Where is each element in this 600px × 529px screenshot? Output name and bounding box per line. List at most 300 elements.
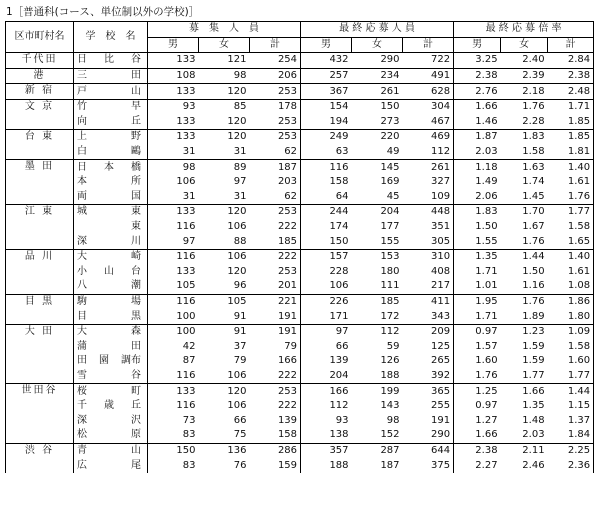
school-name: 大 崎 bbox=[74, 249, 148, 264]
cell-recruit-female: 37 bbox=[233, 340, 247, 352]
cell-applicant-total: 112 bbox=[430, 146, 451, 158]
cell-ratio-female: 1.48 bbox=[522, 414, 545, 426]
table-row bbox=[6, 205, 594, 220]
cell-applicant-total: 448 bbox=[403, 205, 454, 220]
ward-name: 目 黒 bbox=[6, 294, 74, 324]
cell-ratio-total: 1.80 bbox=[548, 309, 594, 324]
cell-applicant-total: 209 bbox=[403, 324, 454, 339]
ward-name: 港 bbox=[6, 68, 74, 84]
cell-ratio-total: 1.76 bbox=[548, 190, 594, 205]
cell-recruit-male: 133 bbox=[148, 265, 199, 280]
table-row bbox=[6, 265, 594, 280]
cell-applicant-male: 257 bbox=[301, 68, 352, 84]
cell-recruit-male: 31 bbox=[148, 145, 199, 160]
cell-ratio-total: 2.38 bbox=[548, 68, 594, 84]
cell-applicant-male: 116 bbox=[301, 160, 352, 175]
header-final-ratio: 最 終 応 募 倍 率 bbox=[454, 22, 594, 38]
cell-ratio-female: 2.18 bbox=[501, 84, 548, 100]
cell-applicant-female: 204 bbox=[352, 205, 403, 220]
cell-applicant-female: 45 bbox=[386, 190, 400, 202]
header-ward: 区市町村名 bbox=[6, 22, 74, 53]
cell-ratio-female: 1.76 bbox=[522, 235, 545, 247]
cell-applicant-male: 63 bbox=[301, 145, 352, 160]
cell-applicant-total: 628 bbox=[403, 84, 454, 100]
cell-applicant-female: 49 bbox=[386, 146, 400, 158]
cell-ratio-male: 1.87 bbox=[454, 130, 501, 145]
cell-applicant-total: 125 bbox=[430, 340, 451, 352]
table-body bbox=[6, 53, 594, 473]
cell-recruit-female: 76 bbox=[233, 459, 247, 471]
cell-recruit-female: 98 bbox=[199, 68, 250, 84]
school-name: 広 尾 bbox=[74, 458, 148, 473]
cell-ratio-total: 1.40 bbox=[548, 249, 594, 264]
cell-recruit-male: 133 bbox=[148, 84, 199, 100]
table-row bbox=[6, 190, 594, 205]
cell-recruit-total: 178 bbox=[250, 99, 301, 114]
table-row bbox=[6, 354, 594, 369]
cell-applicant-female: 143 bbox=[380, 400, 400, 412]
table-row bbox=[6, 399, 594, 414]
cell-ratio-male: 2.38 bbox=[454, 443, 501, 458]
cell-applicant-female: 199 bbox=[352, 384, 403, 399]
cell-applicant-female: 220 bbox=[352, 130, 403, 145]
cell-ratio-female: 2.11 bbox=[501, 443, 548, 458]
cell-applicant-male: 157 bbox=[301, 249, 352, 264]
cell-applicant-male: 158 bbox=[301, 175, 352, 190]
cell-recruit-female: 97 bbox=[233, 176, 247, 188]
cell-ratio-total: 1.58 bbox=[548, 220, 594, 235]
cell-recruit-female: 120 bbox=[199, 205, 250, 220]
cell-ratio-female: 1.50 bbox=[522, 265, 545, 277]
cell-ratio-male: 3.25 bbox=[454, 53, 501, 69]
school-name: 目 黒 bbox=[74, 309, 148, 324]
cell-recruit-female: 136 bbox=[199, 443, 250, 458]
cell-recruit-total: 222 bbox=[277, 369, 298, 381]
cell-recruit-male: 133 bbox=[148, 115, 199, 130]
cell-recruit-female: 120 bbox=[227, 115, 247, 127]
table-row bbox=[6, 428, 594, 443]
cell-ratio-male: 2.06 bbox=[454, 190, 501, 205]
cell-applicant-female: 59 bbox=[386, 340, 400, 352]
cell-recruit-female: 120 bbox=[199, 84, 250, 100]
table-row bbox=[6, 413, 594, 428]
cell-applicant-total: 467 bbox=[430, 115, 451, 127]
cell-recruit-total: 139 bbox=[277, 414, 298, 426]
cell-recruit-total: 187 bbox=[250, 160, 301, 175]
cell-applicant-total: 255 bbox=[430, 400, 451, 412]
ward-name: 台 東 bbox=[6, 130, 74, 160]
ward-name: 千代田 bbox=[6, 53, 74, 69]
cell-ratio-female: 1.67 bbox=[522, 221, 545, 233]
cell-ratio-male: 1.60 bbox=[454, 354, 501, 369]
cell-recruit-female: 106 bbox=[199, 249, 250, 264]
cell-ratio-male: 2.27 bbox=[454, 458, 501, 473]
cell-applicant-male: 112 bbox=[301, 399, 352, 414]
cell-applicant-female: 169 bbox=[380, 176, 400, 188]
cell-ratio-male: 1.71 bbox=[454, 309, 501, 324]
cell-applicant-female: 155 bbox=[380, 235, 400, 247]
table-row bbox=[6, 309, 594, 324]
school-name: 駒 場 bbox=[74, 294, 148, 309]
cell-ratio-total: 1.85 bbox=[548, 115, 594, 130]
cell-recruit-male: 105 bbox=[148, 279, 199, 294]
table-row bbox=[6, 294, 594, 309]
school-name: 日 本 橋 bbox=[74, 160, 148, 175]
cell-ratio-female: 1.58 bbox=[522, 146, 545, 158]
cell-recruit-total: 253 bbox=[250, 84, 301, 100]
school-name: 東 bbox=[74, 220, 148, 235]
cell-recruit-male: 93 bbox=[148, 99, 199, 114]
school-name: 八 潮 bbox=[74, 279, 148, 294]
cell-recruit-male: 83 bbox=[148, 428, 199, 443]
cell-recruit-female: 85 bbox=[199, 99, 250, 114]
cell-applicant-male: 166 bbox=[301, 384, 352, 399]
cell-applicant-total: 644 bbox=[403, 443, 454, 458]
cell-ratio-female: 1.89 bbox=[522, 310, 545, 322]
table-row bbox=[6, 384, 594, 399]
cell-recruit-female: 96 bbox=[233, 280, 247, 292]
cell-recruit-female: 105 bbox=[199, 294, 250, 309]
cell-applicant-male: 150 bbox=[301, 234, 352, 249]
cell-applicant-total: 191 bbox=[430, 414, 451, 426]
table-row bbox=[6, 130, 594, 145]
cell-applicant-female: 172 bbox=[380, 310, 400, 322]
cell-ratio-female: 2.39 bbox=[501, 68, 548, 84]
cell-recruit-total: 185 bbox=[277, 235, 298, 247]
cell-ratio-male: 0.97 bbox=[454, 324, 501, 339]
cell-recruit-male: 116 bbox=[148, 294, 199, 309]
cell-ratio-male: 1.49 bbox=[454, 175, 501, 190]
table-row bbox=[6, 369, 594, 384]
cell-ratio-female: 2.46 bbox=[522, 459, 545, 471]
cell-recruit-male: 133 bbox=[148, 53, 199, 69]
table-row bbox=[6, 115, 594, 130]
cell-ratio-male: 2.38 bbox=[454, 68, 501, 84]
school-name: 蒲 田 bbox=[74, 339, 148, 354]
school-name: 雪 谷 bbox=[74, 369, 148, 384]
table-row bbox=[6, 339, 594, 354]
cell-applicant-total: 217 bbox=[430, 280, 451, 292]
school-name: 上 野 bbox=[74, 130, 148, 145]
ward-name: 新 宿 bbox=[6, 84, 74, 100]
cell-applicant-female: 98 bbox=[386, 414, 400, 426]
cell-ratio-male: 1.01 bbox=[454, 279, 501, 294]
table-row bbox=[6, 324, 594, 339]
cell-recruit-female: 31 bbox=[233, 146, 247, 158]
cell-applicant-female: 273 bbox=[380, 115, 400, 127]
cell-recruit-male: 108 bbox=[148, 68, 199, 84]
cell-recruit-female: 120 bbox=[227, 265, 247, 277]
cell-ratio-male: 1.66 bbox=[454, 99, 501, 114]
cell-recruit-female: 91 bbox=[199, 324, 250, 339]
school-name: 桜 町 bbox=[74, 384, 148, 399]
cell-applicant-male: 188 bbox=[301, 458, 352, 473]
cell-ratio-total: 1.81 bbox=[548, 145, 594, 160]
cell-recruit-female: 121 bbox=[227, 54, 247, 66]
cell-applicant-male: 171 bbox=[301, 309, 352, 324]
cell-recruit-female: 91 bbox=[233, 310, 247, 322]
cell-applicant-female: 188 bbox=[380, 369, 400, 381]
admissions-table bbox=[5, 21, 594, 473]
cell-applicant-female: 187 bbox=[380, 459, 400, 471]
cell-ratio-female: 1.74 bbox=[522, 176, 545, 188]
header-male: 男 bbox=[454, 37, 501, 53]
cell-applicant-male: 106 bbox=[301, 279, 352, 294]
school-name: 千 歳 丘 bbox=[74, 399, 148, 414]
cell-ratio-female: 1.77 bbox=[522, 369, 545, 381]
cell-ratio-total: 1.60 bbox=[548, 354, 594, 369]
cell-applicant-total: 365 bbox=[403, 384, 454, 399]
cell-ratio-male: 1.25 bbox=[454, 384, 501, 399]
ward-name: 渋 谷 bbox=[6, 443, 74, 473]
cell-ratio-male: 1.55 bbox=[454, 234, 501, 249]
table-row bbox=[6, 249, 594, 264]
cell-applicant-male: 138 bbox=[301, 428, 352, 443]
cell-ratio-total: 1.85 bbox=[548, 130, 594, 145]
cell-ratio-male: 2.76 bbox=[454, 84, 501, 100]
cell-recruit-total: 159 bbox=[277, 459, 298, 471]
cell-ratio-total: 1.77 bbox=[548, 205, 594, 220]
header-recruitment: 募 集 人 員 bbox=[148, 22, 301, 38]
header-female: 女 bbox=[501, 37, 548, 53]
cell-ratio-female: 1.23 bbox=[501, 324, 548, 339]
cell-recruit-male: 133 bbox=[148, 205, 199, 220]
cell-recruit-male: 106 bbox=[148, 175, 199, 190]
cell-recruit-total: 79 bbox=[284, 340, 298, 352]
cell-applicant-male: 244 bbox=[301, 205, 352, 220]
cell-recruit-total: 222 bbox=[277, 400, 298, 412]
cell-recruit-female: 75 bbox=[233, 429, 247, 441]
cell-ratio-total: 1.86 bbox=[548, 294, 594, 309]
cell-recruit-male: 116 bbox=[148, 249, 199, 264]
cell-recruit-total: 254 bbox=[277, 54, 298, 66]
header-male: 男 bbox=[148, 37, 199, 53]
cell-ratio-female: 1.66 bbox=[501, 384, 548, 399]
school-name: 深 川 bbox=[74, 234, 148, 249]
table-row bbox=[6, 220, 594, 235]
cell-applicant-male: 367 bbox=[301, 84, 352, 100]
cell-recruit-total: 253 bbox=[250, 130, 301, 145]
table-row bbox=[6, 279, 594, 294]
cell-ratio-female: 1.70 bbox=[501, 205, 548, 220]
cell-recruit-total: 253 bbox=[277, 115, 298, 127]
cell-ratio-male: 2.03 bbox=[454, 145, 501, 160]
cell-ratio-total: 1.77 bbox=[548, 369, 594, 384]
cell-recruit-male: 150 bbox=[148, 443, 199, 458]
cell-applicant-female: 152 bbox=[380, 429, 400, 441]
school-name: 両 国 bbox=[74, 190, 148, 205]
table-row bbox=[6, 99, 594, 114]
cell-ratio-female: 2.40 bbox=[522, 54, 545, 66]
cell-applicant-total: 408 bbox=[430, 265, 451, 277]
cell-ratio-female: 1.35 bbox=[522, 400, 545, 412]
cell-ratio-male: 1.57 bbox=[454, 339, 501, 354]
cell-applicant-total: 109 bbox=[430, 190, 451, 202]
cell-ratio-male: 1.27 bbox=[454, 413, 501, 428]
cell-applicant-total: 310 bbox=[403, 249, 454, 264]
school-name: 小 山 台 bbox=[74, 265, 148, 280]
school-name: 三 田 bbox=[74, 68, 148, 84]
cell-applicant-male: 226 bbox=[301, 294, 352, 309]
cell-ratio-female: 1.83 bbox=[501, 130, 548, 145]
cell-applicant-male: 357 bbox=[301, 443, 352, 458]
ward-name: 世田谷 bbox=[6, 384, 74, 443]
cell-applicant-male: 249 bbox=[301, 130, 352, 145]
cell-recruit-male: 97 bbox=[148, 234, 199, 249]
cell-recruit-total: 222 bbox=[250, 249, 301, 264]
school-name: 本 所 bbox=[74, 175, 148, 190]
table-row bbox=[6, 68, 594, 84]
header-school: 学 校 名 bbox=[74, 22, 148, 53]
header-final-applicants: 最 終 応 募 人 員 bbox=[301, 22, 454, 38]
table-row bbox=[6, 145, 594, 160]
table-row bbox=[6, 160, 594, 175]
cell-applicant-total: 290 bbox=[430, 429, 451, 441]
cell-ratio-total: 1.15 bbox=[548, 399, 594, 414]
cell-applicant-male: 194 bbox=[301, 115, 352, 130]
page-title: 1［普通科(コース、単位制以外の学校)］ bbox=[6, 6, 200, 18]
cell-applicant-male: 204 bbox=[301, 369, 352, 384]
school-name: 竹 早 bbox=[74, 99, 148, 114]
cell-ratio-male: 1.76 bbox=[454, 369, 501, 384]
header-female: 女 bbox=[352, 37, 403, 53]
cell-applicant-male: 432 bbox=[301, 53, 352, 69]
cell-ratio-total: 1.84 bbox=[548, 428, 594, 443]
cell-ratio-male: 0.97 bbox=[454, 399, 501, 414]
cell-recruit-male: 98 bbox=[148, 160, 199, 175]
cell-applicant-female: 111 bbox=[380, 280, 400, 292]
cell-recruit-female: 79 bbox=[233, 355, 247, 367]
cell-ratio-total: 1.65 bbox=[548, 234, 594, 249]
cell-recruit-female: 89 bbox=[199, 160, 250, 175]
cell-recruit-female: 106 bbox=[227, 400, 247, 412]
cell-recruit-total: 191 bbox=[250, 324, 301, 339]
cell-applicant-female: 150 bbox=[352, 99, 403, 114]
header-male: 男 bbox=[301, 37, 352, 53]
cell-recruit-total: 286 bbox=[250, 443, 301, 458]
cell-ratio-total: 1.58 bbox=[548, 339, 594, 354]
cell-ratio-female: 2.03 bbox=[522, 429, 545, 441]
cell-applicant-total: 343 bbox=[430, 310, 451, 322]
cell-recruit-male: 73 bbox=[148, 413, 199, 428]
cell-applicant-male: 66 bbox=[301, 339, 352, 354]
cell-recruit-male: 100 bbox=[148, 324, 199, 339]
cell-ratio-total: 2.25 bbox=[548, 443, 594, 458]
cell-applicant-male: 97 bbox=[301, 324, 352, 339]
cell-applicant-male: 139 bbox=[301, 354, 352, 369]
cell-applicant-female: 261 bbox=[352, 84, 403, 100]
cell-recruit-total: 62 bbox=[284, 146, 298, 158]
school-name: 田 園 調布 bbox=[74, 354, 148, 369]
cell-ratio-female: 1.44 bbox=[501, 249, 548, 264]
ward-name: 品 川 bbox=[6, 249, 74, 294]
cell-applicant-female: 234 bbox=[352, 68, 403, 84]
cell-ratio-male: 1.95 bbox=[454, 294, 501, 309]
cell-recruit-female: 120 bbox=[199, 130, 250, 145]
cell-applicant-total: 304 bbox=[403, 99, 454, 114]
cell-recruit-male: 31 bbox=[148, 190, 199, 205]
cell-recruit-male: 116 bbox=[148, 220, 199, 235]
cell-applicant-female: 185 bbox=[352, 294, 403, 309]
cell-recruit-female: 31 bbox=[233, 190, 247, 202]
cell-recruit-female: 88 bbox=[233, 235, 247, 247]
cell-ratio-total: 2.48 bbox=[548, 84, 594, 100]
cell-recruit-total: 203 bbox=[277, 176, 298, 188]
cell-ratio-total: 1.71 bbox=[548, 99, 594, 114]
cell-ratio-total: 2.84 bbox=[548, 53, 594, 69]
cell-recruit-male: 42 bbox=[148, 339, 199, 354]
cell-applicant-female: 177 bbox=[380, 221, 400, 233]
cell-ratio-female: 1.59 bbox=[522, 355, 545, 367]
cell-ratio-male: 1.66 bbox=[454, 428, 501, 443]
cell-recruit-total: 201 bbox=[277, 280, 298, 292]
cell-ratio-total: 1.37 bbox=[548, 413, 594, 428]
cell-recruit-total: 253 bbox=[277, 265, 298, 277]
header-total: 計 bbox=[548, 37, 594, 53]
cell-recruit-male: 133 bbox=[148, 384, 199, 399]
cell-applicant-total: 722 bbox=[430, 54, 451, 66]
cell-ratio-total: 1.61 bbox=[548, 265, 594, 280]
table-row bbox=[6, 53, 594, 69]
cell-recruit-male: 116 bbox=[148, 399, 199, 414]
cell-recruit-total: 253 bbox=[250, 205, 301, 220]
cell-recruit-total: 206 bbox=[250, 68, 301, 84]
table-row bbox=[6, 84, 594, 100]
cell-applicant-female: 112 bbox=[352, 324, 403, 339]
header-total: 計 bbox=[403, 37, 454, 53]
cell-recruit-total: 191 bbox=[277, 310, 298, 322]
cell-ratio-total: 1.08 bbox=[548, 279, 594, 294]
cell-applicant-female: 290 bbox=[380, 54, 400, 66]
cell-recruit-total: 166 bbox=[277, 355, 298, 367]
cell-applicant-total: 327 bbox=[430, 176, 451, 188]
cell-ratio-female: 2.28 bbox=[522, 115, 545, 127]
school-name: 松 原 bbox=[74, 428, 148, 443]
cell-ratio-female: 1.76 bbox=[501, 294, 548, 309]
cell-recruit-female: 120 bbox=[199, 384, 250, 399]
cell-applicant-total: 265 bbox=[430, 355, 451, 367]
school-name: 大 森 bbox=[74, 324, 148, 339]
table-row bbox=[6, 234, 594, 249]
cell-applicant-female: 126 bbox=[380, 355, 400, 367]
school-name: 深 沢 bbox=[74, 413, 148, 428]
cell-ratio-female: 1.16 bbox=[522, 280, 545, 292]
cell-ratio-male: 1.18 bbox=[454, 160, 501, 175]
cell-ratio-total: 1.09 bbox=[548, 324, 594, 339]
cell-ratio-total: 1.61 bbox=[548, 175, 594, 190]
cell-ratio-male: 1.46 bbox=[454, 115, 501, 130]
school-name: 城 東 bbox=[74, 205, 148, 220]
school-name: 戸 山 bbox=[74, 84, 148, 100]
cell-ratio-total: 1.44 bbox=[548, 384, 594, 399]
cell-recruit-male: 83 bbox=[148, 458, 199, 473]
cell-applicant-male: 154 bbox=[301, 99, 352, 114]
cell-recruit-total: 222 bbox=[277, 221, 298, 233]
cell-applicant-female: 180 bbox=[380, 265, 400, 277]
header-total: 計 bbox=[250, 37, 301, 53]
cell-ratio-total: 1.40 bbox=[548, 160, 594, 175]
cell-applicant-total: 491 bbox=[403, 68, 454, 84]
cell-applicant-total: 411 bbox=[403, 294, 454, 309]
cell-recruit-total: 221 bbox=[250, 294, 301, 309]
cell-recruit-total: 62 bbox=[284, 190, 298, 202]
cell-applicant-female: 287 bbox=[352, 443, 403, 458]
cell-ratio-male: 1.35 bbox=[454, 249, 501, 264]
cell-recruit-female: 106 bbox=[227, 369, 247, 381]
ward-name: 大 田 bbox=[6, 324, 74, 383]
cell-applicant-total: 305 bbox=[430, 235, 451, 247]
cell-recruit-female: 66 bbox=[233, 414, 247, 426]
